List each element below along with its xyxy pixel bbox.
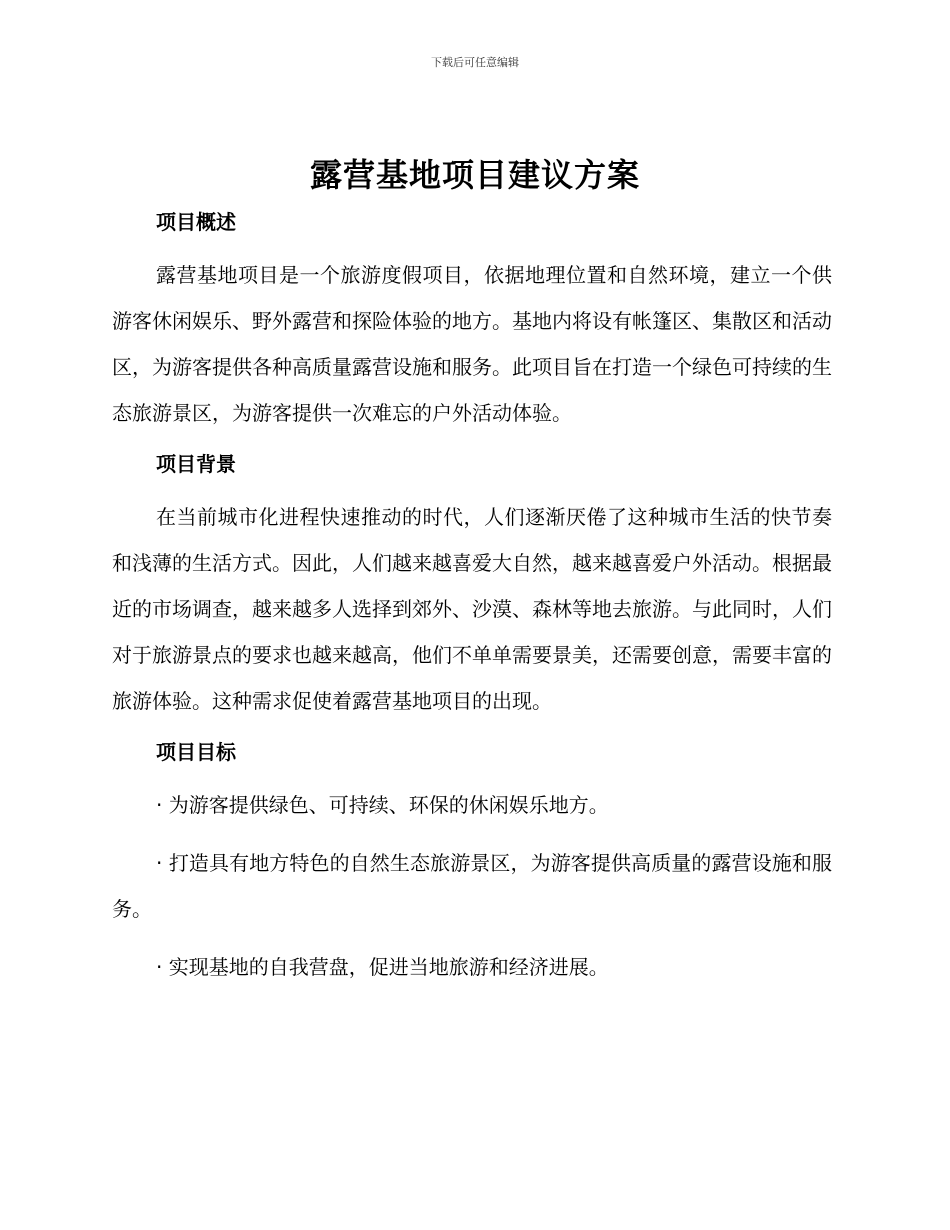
section-heading-overview: 项目概述 bbox=[156, 210, 236, 234]
paragraph-overview: 露营基地项目是一个旅游度假项目，依据地理位置和自然环境，建立一个供游客休闲娱乐、野外露营和探险体验的地方。基地内将设有帐篷区、集散区和活动区，为游客提供各种高质量露营设施和服务。此项目旨在打造一个绿色可持续的生态旅游景区，为游客提供一次难忘的户外活动体验。 bbox=[112, 263, 832, 425]
paragraph-background: 在当前城市化进程快速推动的时代，人们逐渐厌倦了这种城市生活的快节奏和浅薄的生活方式。因此，人们越来越喜爱大自然，越来越喜爱户外活动。根据最近的市场调查，越来越多人选择到郊外、沙漠、森林等地去旅游。与此同时，人们对于旅游景点的要求也越来越高，他们不单单需要景美，还需要创意，需要丰富的旅游体验。这种需求促使着露营基地项目的出现。 bbox=[112, 505, 832, 713]
section-heading-goals: 项目目标 bbox=[156, 740, 236, 764]
document-body bbox=[112, 204, 832, 990]
section-heading-background: 项目背景 bbox=[156, 452, 236, 476]
goal-bullet-2: · 打造具有地方特色的自然生态旅游景区，为游客提供高质量的露营设施和服务。 bbox=[112, 851, 832, 921]
header-note: 下载后可任意编辑 bbox=[431, 56, 519, 69]
goal-bullet-1: · 为游客提供绿色、可持续、环保的休闲娱乐地方。 bbox=[156, 793, 609, 817]
document-title: 露营基地项目建议方案 bbox=[309, 156, 640, 194]
goal-bullet-3: · 实现基地的自我营盘，促进当地旅游和经济进展。 bbox=[156, 955, 609, 979]
